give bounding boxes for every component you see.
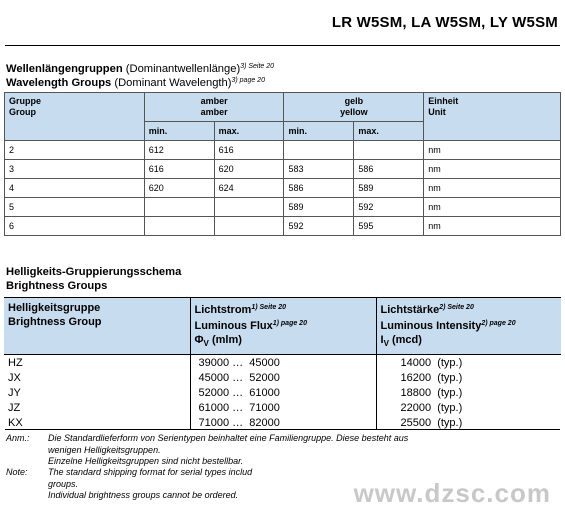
- header-group: Gruppe Group: [5, 93, 145, 141]
- wavelength-title-en: Wavelength Groups (Dominant Wavelength)$^{3) page 20}$: [6, 77, 265, 89]
- table-cell: nm: [424, 198, 561, 217]
- wavelength-table: [4, 92, 561, 236]
- luminous-intensity-cell: 16200 (typ.): [376, 370, 561, 385]
- table-row: [4, 400, 561, 415]
- table-cell: 589: [354, 179, 424, 198]
- header-brightness-group: Helligkeitsgruppe Brightness Group: [4, 298, 190, 355]
- table-cell: [144, 198, 214, 217]
- note-label: Note:: [6, 467, 28, 477]
- header-gelb: gelb yellow: [284, 93, 424, 122]
- anm-line-2: wenigen Helligkeitsgruppen.: [48, 444, 161, 455]
- table-cell: 5: [5, 198, 145, 217]
- luminous-flux-cell: 71000 … 82000: [190, 415, 376, 430]
- table-cell: 586: [354, 160, 424, 179]
- table-cell: [354, 141, 424, 160]
- table-cell: 616: [144, 160, 214, 179]
- table-cell: 592: [284, 217, 354, 236]
- table-row: [4, 370, 561, 385]
- table-row: [4, 355, 561, 371]
- table-row: [5, 160, 561, 179]
- header-luminous-flux: Lichtstrom$^{1) Seite 20}$ Luminous Flux$^{1) page 20}$ $\Phi_V$ (mlm): [190, 298, 376, 355]
- table-row: [4, 415, 561, 430]
- brightness-group-cell: JZ: [8, 401, 21, 414]
- luminous-intensity-cell: 25500 (typ.): [376, 415, 561, 430]
- table-cell: [214, 198, 284, 217]
- table-row: [4, 385, 561, 400]
- table-cell: nm: [424, 160, 561, 179]
- wavelength-title-de: Wellenlängengruppen (Dominantwellenlänge)$^{3) Seite 20}$: [6, 63, 275, 75]
- table-cell: 586: [284, 179, 354, 198]
- table-cell: 2: [5, 141, 145, 160]
- table-cell: [214, 217, 284, 236]
- table-cell: 624: [214, 179, 284, 198]
- table-cell: 3: [5, 160, 145, 179]
- luminous-flux-cell: 45000 … 52000: [190, 370, 376, 385]
- header-unit: Einheit Unit: [424, 93, 561, 141]
- luminous-flux-cell: 39000 … 45000: [190, 355, 376, 371]
- brightness-table: [4, 297, 561, 430]
- table-cell: [284, 141, 354, 160]
- table-cell: 4: [5, 179, 145, 198]
- brightness-group-cell: HZ: [8, 356, 23, 369]
- table-cell: 6: [5, 217, 145, 236]
- luminous-intensity-cell: 22000 (typ.): [376, 400, 561, 415]
- table-row: [5, 141, 561, 160]
- luminous-intensity-cell: 18800 (typ.): [376, 385, 561, 400]
- brightness-group-cell: JX: [8, 371, 21, 384]
- note-line-2: groups.: [48, 478, 79, 489]
- table-cell: 620: [214, 160, 284, 179]
- table-cell: 589: [284, 198, 354, 217]
- luminous-flux-cell: 61000 … 71000: [190, 400, 376, 415]
- header-amber: amber amber: [144, 93, 284, 122]
- watermark: www.dzsc.com: [353, 478, 551, 508]
- brightness-title-de: Helligkeits-Gruppierungsschema: [6, 266, 182, 278]
- note-line-3: Individual brightness groups cannot be ordered.: [48, 490, 239, 500]
- anm-line-1: Die Standardlieferform von Serientypen beinhaltet eine Familiengruppe. Diese besteht aus: [48, 433, 409, 443]
- notes-rule: [5, 429, 560, 430]
- brightness-group-cell: KX: [8, 416, 23, 429]
- table-cell: 595: [354, 217, 424, 236]
- table-row: [5, 179, 561, 198]
- anm-label: Anm.:: [6, 433, 30, 443]
- header-amber-min: min.: [144, 122, 214, 141]
- header-luminous-intensity: Lichtstärke$^{2) Seite 20}$ Luminous Intensity$^{2) page 20}$ $I_V$ (mcd): [376, 298, 561, 355]
- table-row: [5, 198, 561, 217]
- table-cell: 583: [284, 160, 354, 179]
- luminous-intensity-cell: 14000 (typ.): [376, 355, 561, 371]
- table-cell: [144, 217, 214, 236]
- luminous-flux-cell: 52000 … 61000: [190, 385, 376, 400]
- brightness-group-cell: JY: [8, 386, 21, 399]
- top-rule: [5, 45, 560, 46]
- note-line-1: The standard shipping format for serial types includ: [48, 467, 253, 477]
- table-cell: 616: [214, 141, 284, 160]
- table-cell: nm: [424, 141, 561, 160]
- anm-line-3: Einzelne Helligkeitsgruppen sind nicht bestellbar.: [48, 456, 244, 466]
- header-amber-max: max.: [214, 122, 284, 141]
- table-cell: 620: [144, 179, 214, 198]
- page-title: LR W5SM, LA W5SM, LY W5SM: [331, 14, 558, 31]
- table-cell: 612: [144, 141, 214, 160]
- table-cell: nm: [424, 179, 561, 198]
- brightness-title-en: Brightness Groups: [6, 280, 108, 292]
- header-gelb-min: min.: [284, 122, 354, 141]
- header-gelb-max: max.: [354, 122, 424, 141]
- table-cell: 592: [354, 198, 424, 217]
- table-cell: nm: [424, 217, 561, 236]
- table-row: [5, 217, 561, 236]
